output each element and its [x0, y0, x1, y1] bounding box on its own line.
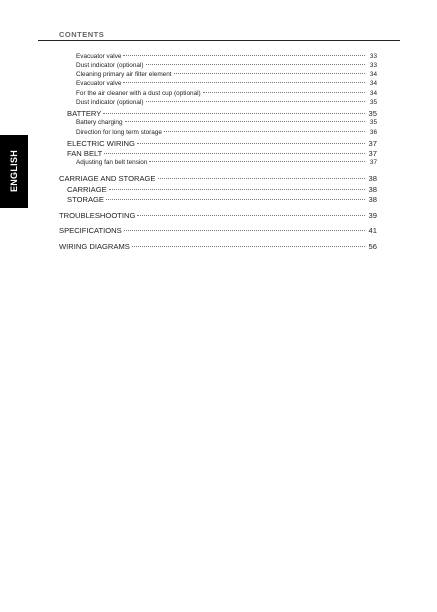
toc-entry-page: 35 [368, 109, 377, 118]
toc-entry-title: CARRIAGE AND STORAGE [59, 174, 156, 183]
toc-leader-dots [124, 230, 365, 231]
toc-entry-title: WIRING DIAGRAMS [59, 242, 130, 251]
toc-entry-title: FAN BELT [67, 149, 103, 158]
page-header-label: CONTENTS [59, 30, 105, 39]
toc-entry-title: Evacuator valve [76, 53, 122, 60]
toc-entry[interactable] [67, 195, 377, 204]
toc-leader-dots [123, 55, 365, 56]
toc-entry-page: 34 [369, 80, 377, 87]
toc-entry-page: 34 [369, 90, 377, 97]
toc-entry[interactable] [76, 119, 377, 126]
toc-entry-page: 38 [368, 185, 377, 194]
toc-entry-title: Battery charging [76, 119, 123, 126]
toc-leader-dots [123, 82, 365, 83]
toc-entry[interactable] [76, 53, 377, 60]
toc-entry-page: 38 [368, 174, 377, 183]
toc-entry-title: TROUBLESHOOTING [59, 211, 136, 220]
toc-entry-page: 33 [369, 62, 377, 69]
toc-entry-title: BATTERY [67, 109, 102, 118]
toc-entry[interactable] [76, 99, 377, 106]
toc-leader-dots [103, 113, 365, 114]
toc-leader-dots [137, 215, 365, 216]
toc-entry-page: 35 [369, 99, 377, 106]
toc-entry-page: 38 [368, 195, 377, 204]
toc-leader-dots [164, 131, 365, 132]
toc-entry-title: Evacuator valve [76, 80, 122, 87]
toc-leader-dots [146, 64, 366, 65]
toc-leader-dots [132, 246, 365, 247]
toc-entry[interactable] [59, 174, 377, 183]
toc-entry-title: CARRIAGE [67, 185, 107, 194]
toc-leader-dots [174, 73, 365, 74]
toc-entry-page: 35 [369, 119, 377, 126]
toc-entry[interactable] [67, 185, 377, 194]
toc-leader-dots [125, 121, 365, 122]
toc-entry-page: 56 [368, 242, 377, 251]
toc-entry-page: 37 [368, 139, 377, 148]
toc-leader-dots [109, 189, 365, 190]
toc-entry[interactable] [67, 109, 377, 118]
toc-entry-page: 37 [368, 149, 377, 158]
toc-entry-title: STORAGE [67, 195, 104, 204]
toc-entry[interactable] [59, 242, 377, 251]
toc-entry[interactable] [76, 90, 377, 97]
toc-leader-dots [146, 101, 366, 102]
toc-entry[interactable] [76, 80, 377, 87]
toc-entry[interactable] [59, 226, 377, 235]
toc-leader-dots [137, 143, 365, 144]
toc-entry-page: 33 [369, 53, 377, 60]
language-tab-label: ENGLISH [9, 149, 19, 193]
toc-entry[interactable] [76, 62, 377, 69]
toc-entry-title: Dust indicator (optional) [76, 62, 144, 69]
toc-entry-title: Cleaning primary air filter element [76, 71, 172, 78]
toc-entry-title: Adjusting fan belt tension [76, 159, 148, 166]
toc-entry-page: 34 [369, 71, 377, 78]
toc-entry-page: 36 [369, 129, 377, 136]
toc-entry-title: SPECIFICATIONS [59, 226, 122, 235]
toc-entry-title: ELECTRIC WIRING [67, 139, 135, 148]
toc-entry[interactable] [76, 129, 377, 136]
toc-entry-page: 39 [368, 211, 377, 220]
toc-entry-title: For the air cleaner with a dust cup (optional) [76, 90, 201, 97]
toc-entry-title: Dust indicator (optional) [76, 99, 144, 106]
toc-entry-page: 41 [368, 226, 377, 235]
toc-entry[interactable] [67, 139, 377, 148]
toc-leader-dots [149, 161, 365, 162]
toc-leader-dots [158, 178, 366, 179]
toc-entry[interactable] [76, 71, 377, 78]
toc-leader-dots [203, 92, 365, 93]
toc-entry[interactable] [76, 159, 377, 166]
toc-entry[interactable] [67, 149, 377, 158]
toc-leader-dots [104, 153, 365, 154]
toc-entry-title: Direction for long term storage [76, 129, 162, 136]
toc-entry-page: 37 [369, 159, 377, 166]
toc-leader-dots [106, 199, 365, 200]
toc-entry[interactable] [59, 211, 377, 220]
